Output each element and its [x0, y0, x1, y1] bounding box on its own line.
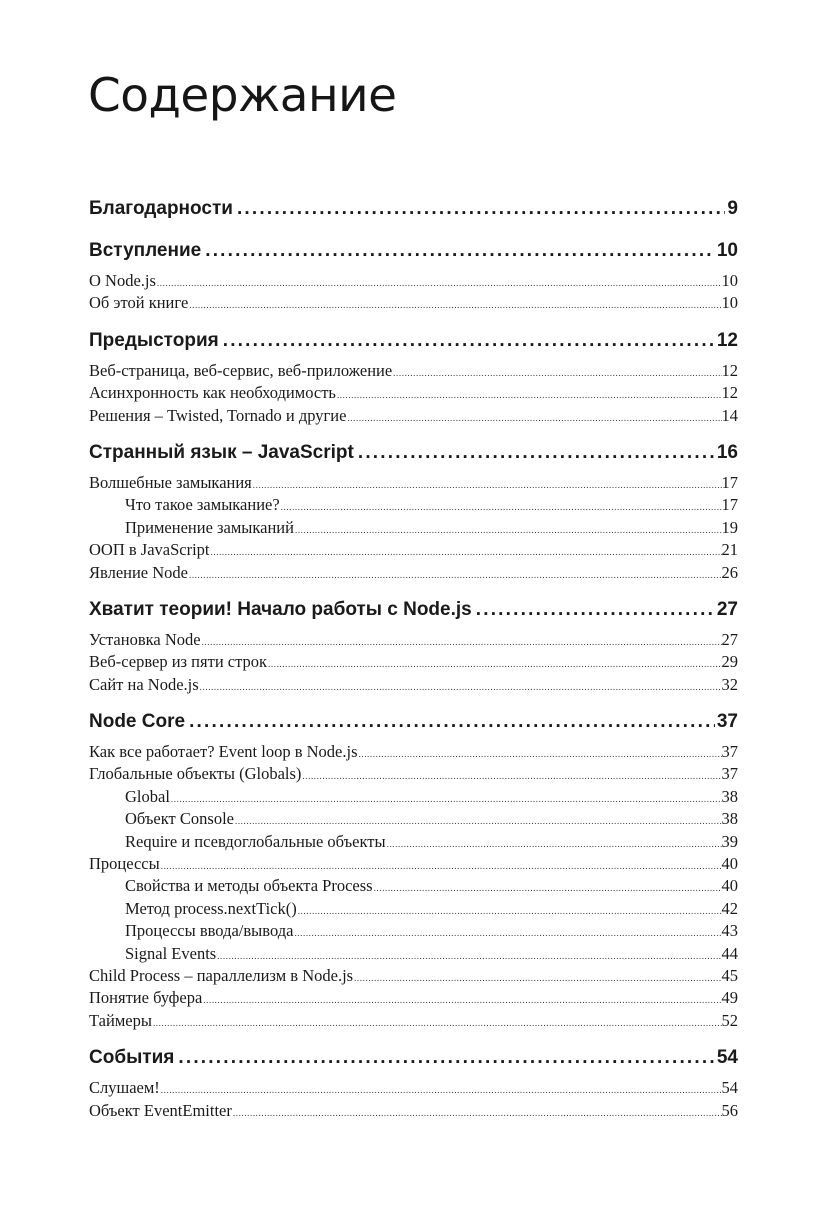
entry-page-number: 29	[721, 652, 738, 672]
entry-title: Глобальные объекты (Globals)	[89, 764, 302, 784]
entry-title: Child Process – параллелизм в Node.js	[89, 965, 354, 985]
toc-entry-row[interactable]	[89, 405, 738, 427]
entry-page-number: 37	[721, 742, 738, 762]
dot-leader	[201, 235, 715, 267]
toc-chapter-row[interactable]	[89, 594, 738, 626]
toc-subentry-row[interactable]	[89, 943, 738, 965]
toc-entry-row[interactable]	[89, 674, 738, 696]
entry-title: Асинхронность как необходимость	[89, 383, 336, 403]
dot-leader	[392, 362, 721, 384]
entry-page-number: 10	[721, 293, 738, 313]
entry-title: Процессы	[89, 854, 160, 874]
entry-title: ООП в JavaScript	[89, 540, 210, 560]
toc-entry-row[interactable]	[89, 270, 738, 292]
chapter-title: Предыстория	[89, 329, 219, 351]
dot-leader	[386, 833, 722, 855]
toc-entry-row[interactable]	[89, 292, 738, 314]
entry-title: Веб-страница, веб-сервис, веб-приложение	[89, 360, 393, 380]
toc-entry-row[interactable]	[89, 562, 738, 584]
dot-leader	[160, 1079, 722, 1101]
entry-title: Require и псевдоглобальные объекты	[125, 831, 386, 851]
dot-leader	[353, 967, 721, 989]
dot-leader	[210, 541, 722, 563]
chapter-title: Странный язык – JavaScript	[89, 441, 354, 463]
dot-leader	[188, 564, 722, 586]
toc-subentry-row[interactable]	[89, 920, 738, 942]
entry-title: Метод process.nextTick()	[125, 898, 297, 918]
chapter-title: Вступление	[89, 240, 202, 261]
entry-page-number: 49	[721, 988, 738, 1008]
toc-section	[89, 1042, 738, 1122]
dot-leader	[301, 765, 721, 787]
entry-page-number: 17	[721, 495, 738, 515]
page-title: Содержание	[88, 68, 397, 122]
chapter-page-number: 37	[716, 711, 738, 733]
toc-entry-row[interactable]	[89, 472, 738, 494]
toc-subentry-row[interactable]	[89, 808, 738, 830]
toc-subentry-row[interactable]	[89, 517, 738, 539]
dot-leader	[174, 1042, 714, 1074]
toc-entry-row[interactable]	[89, 360, 738, 382]
toc-entry-row[interactable]	[89, 763, 738, 785]
dot-leader	[160, 855, 722, 877]
toc-chapter-row[interactable]	[89, 235, 738, 267]
entry-page-number: 14	[721, 405, 738, 425]
entry-page-number: 17	[721, 472, 738, 492]
dot-leader	[294, 519, 722, 541]
toc-subentry-row[interactable]	[89, 494, 738, 516]
dot-leader	[152, 1012, 722, 1034]
entry-page-number: 38	[721, 786, 738, 806]
entry-page-number: 52	[721, 1010, 738, 1030]
entry-title: О Node.js	[89, 271, 156, 290]
entry-page-number: 12	[721, 360, 738, 380]
entry-title: Signal Events	[125, 943, 217, 963]
toc-entry-row[interactable]	[89, 1077, 738, 1099]
toc-entry-row[interactable]	[89, 539, 738, 561]
entry-page-number: 27	[721, 629, 738, 649]
entry-page-number: 32	[721, 674, 738, 694]
chapter-title: Благодарности	[89, 198, 233, 219]
entry-page-number: 19	[721, 517, 738, 537]
toc-entry-row[interactable]	[89, 1100, 738, 1122]
entry-page-number: 38	[721, 809, 738, 829]
entry-title: Объект EventEmitter	[89, 1100, 232, 1120]
entry-page-number: 21	[721, 540, 738, 560]
entry-page-number: 44	[721, 943, 738, 963]
toc-entry-row[interactable]	[89, 741, 738, 763]
toc-entry-row[interactable]	[89, 965, 738, 987]
toc-section	[89, 594, 738, 696]
entry-title: Установка Node	[89, 629, 201, 649]
dot-leader	[201, 631, 722, 653]
toc-chapter-row[interactable]	[89, 193, 738, 225]
entry-page-number: 26	[721, 562, 738, 582]
dot-leader	[336, 384, 722, 406]
dot-leader	[156, 272, 722, 294]
entry-title: Явление Node	[89, 562, 188, 582]
dot-leader	[472, 594, 715, 626]
toc-entry-row[interactable]	[89, 651, 738, 673]
chapter-title: Node Core	[89, 711, 186, 733]
entry-page-number: 10	[721, 271, 738, 290]
entry-title: Сайт на Node.js	[89, 674, 199, 694]
entry-title: Слушаем!	[89, 1078, 160, 1098]
entry-title: Таймеры	[89, 1010, 152, 1030]
dot-leader	[293, 922, 721, 944]
entry-page-number: 54	[721, 1078, 738, 1098]
entry-title: Решения – Twisted, Tornado и другие	[89, 405, 347, 425]
dot-leader	[280, 496, 722, 518]
chapter-page-number: 27	[716, 598, 738, 620]
chapter-page-number: 9	[727, 198, 738, 219]
chapter-page-number: 10	[716, 240, 738, 261]
toc-chapter-row[interactable]	[89, 706, 738, 738]
toc-subentry-row[interactable]	[89, 786, 738, 808]
entry-page-number: 56	[721, 1100, 738, 1120]
entry-page-number: 40	[721, 854, 738, 874]
toc-chapter-row[interactable]	[89, 437, 738, 469]
entry-page-number: 42	[721, 898, 738, 918]
dot-leader	[354, 437, 715, 469]
toc-section	[89, 193, 738, 225]
dot-leader	[358, 743, 722, 765]
toc-section	[89, 325, 738, 427]
entry-page-number: 43	[721, 921, 738, 941]
chapter-title: События	[89, 1047, 175, 1069]
entry-title: Применение замыканий	[125, 517, 294, 537]
dot-leader	[216, 945, 721, 967]
toc-subentry-row[interactable]	[89, 898, 738, 920]
entry-title: Об этой книге	[89, 293, 189, 313]
entry-title: Что такое замыкание?	[125, 495, 280, 515]
toc-entry-row[interactable]	[89, 853, 738, 875]
entry-page-number: 39	[721, 831, 738, 851]
dot-leader	[188, 294, 721, 316]
toc-entry-row[interactable]	[89, 987, 738, 1009]
entry-page-number: 12	[721, 383, 738, 403]
toc-section	[89, 706, 738, 1032]
dot-leader	[219, 325, 715, 357]
toc-section	[89, 437, 738, 584]
toc-entry-row[interactable]	[89, 1010, 738, 1032]
dot-leader	[170, 788, 722, 810]
toc-subentry-row[interactable]	[89, 875, 738, 897]
dot-leader	[185, 706, 715, 738]
toc-chapter-row[interactable]	[89, 1042, 738, 1074]
chapter-page-number: 12	[716, 329, 738, 351]
dot-leader	[202, 989, 721, 1011]
entry-page-number: 45	[721, 965, 738, 985]
entry-title: Волшебные замыкания	[89, 472, 252, 492]
toc-chapter-row[interactable]	[89, 325, 738, 357]
entry-title: Понятие буфера	[89, 988, 203, 1008]
table-of-contents	[89, 193, 738, 1132]
dot-leader	[233, 193, 725, 225]
entry-page-number: 40	[721, 876, 738, 896]
entry-title: Объект Console	[125, 809, 234, 829]
entry-page-number: 37	[721, 764, 738, 784]
dot-leader	[373, 877, 722, 899]
chapter-title: Хватит теории! Начало работы с Node.js	[89, 598, 472, 620]
toc-section	[89, 235, 738, 315]
dot-leader	[232, 1102, 722, 1124]
entry-title: Процессы ввода/вывода	[125, 921, 294, 941]
chapter-page-number: 16	[716, 441, 738, 463]
toc-entry-row[interactable]	[89, 382, 738, 404]
dot-leader	[199, 676, 722, 698]
dot-leader	[234, 810, 722, 832]
entry-title: Веб-сервер из пяти строк	[89, 652, 268, 672]
dot-leader	[267, 653, 721, 675]
entry-title: Global	[125, 786, 170, 806]
toc-entry-row[interactable]	[89, 629, 738, 651]
toc-subentry-row[interactable]	[89, 831, 738, 853]
entry-title: Как все работает? Event loop в Node.js	[89, 742, 358, 762]
dot-leader	[297, 900, 722, 922]
dot-leader	[252, 474, 722, 496]
chapter-page-number: 54	[716, 1047, 738, 1069]
entry-title: Свойства и методы объекта Process	[125, 876, 373, 896]
dot-leader	[346, 407, 721, 429]
